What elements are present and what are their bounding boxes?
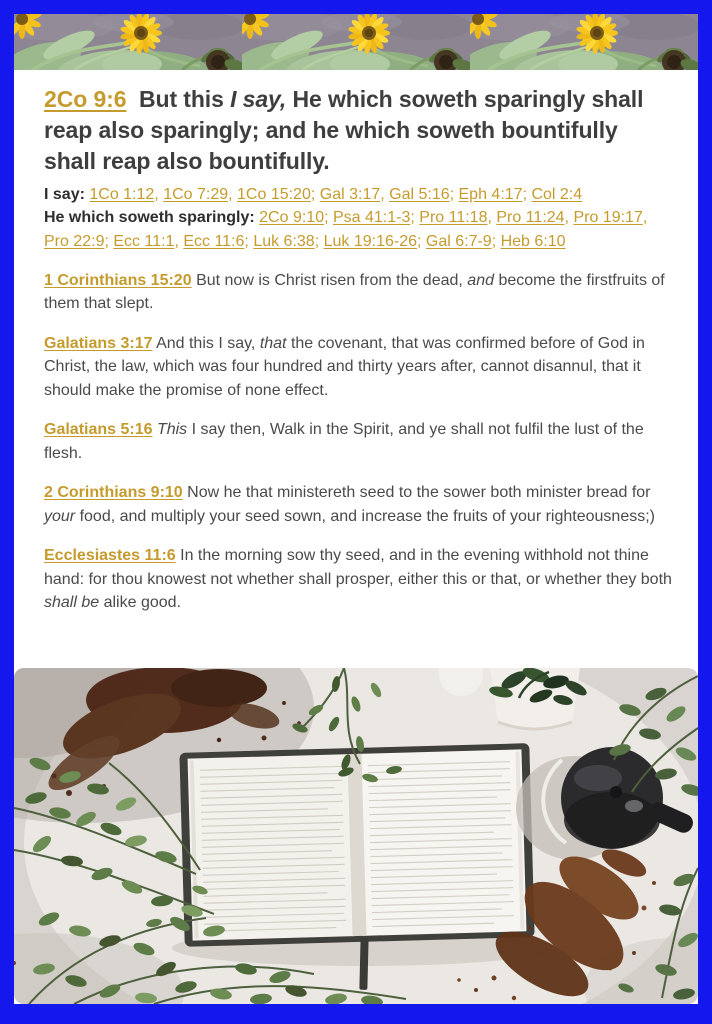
ref-separator: ;	[104, 232, 114, 250]
verse-italic-text: that	[259, 334, 287, 352]
crossref-line	[44, 206, 674, 252]
verse-text: I say then, Walk in the Spirit, and ye shall not fulfil the lust of the flesh.	[44, 421, 644, 462]
crossref-label: I say:	[44, 186, 90, 204]
scripture-ref-link[interactable]: Ecc 11:1	[113, 232, 175, 250]
passage-ref-link[interactable]: 1 Corinthians 15:20	[44, 271, 192, 289]
crossref-line	[44, 183, 674, 206]
title-text-post: He which soweth sparingly shall reap also sparingly; and he which soweth bountifully shall reap also bountifully.	[44, 86, 644, 174]
verse-italic-text: and	[467, 271, 494, 289]
title-verse-ref-link[interactable]: 2Co 9:6	[44, 86, 127, 112]
ref-separator: ;	[410, 209, 420, 227]
scripture-ref-link[interactable]: Col 2:4	[531, 186, 583, 204]
scripture-ref-link[interactable]: Heb 6:10	[500, 232, 566, 250]
crossref-block	[44, 183, 674, 252]
passage	[44, 332, 674, 403]
scripture-text-block	[14, 70, 698, 615]
scripture-ref-link[interactable]: Pro 11:18	[419, 209, 488, 227]
scripture-ref-link[interactable]: Gal 3:17	[319, 186, 381, 204]
open-bible-photo	[14, 668, 698, 1004]
ref-separator: ;	[449, 186, 459, 204]
scripture-ref-link[interactable]: Pro 19:17	[573, 209, 643, 227]
sunflower-banner-image	[14, 14, 698, 70]
ref-separator: ,	[154, 186, 164, 204]
ref-separator: ;	[324, 209, 333, 227]
verse-text: alike good.	[99, 594, 181, 612]
scripture-ref-link[interactable]: Eph 4:17	[458, 186, 523, 204]
ref-separator: ;	[417, 232, 426, 250]
ref-separator: ;	[314, 232, 324, 250]
scripture-ref-link[interactable]: 1Co 1:12	[89, 186, 155, 204]
passage	[44, 544, 674, 615]
scripture-ref-link[interactable]: Pro 22:9	[44, 232, 105, 250]
crossref-label: He which soweth sparingly:	[44, 209, 260, 227]
verse-text: food, and multiply your seed sown, and increase the fruits of your righteousness;)	[75, 507, 655, 525]
verse-text: But now is Christ risen from the dead,	[196, 271, 468, 289]
scripture-ref-link[interactable]: 1Co 15:20	[237, 186, 311, 204]
title-text-pre: But this	[138, 86, 231, 112]
verse-text: become the firstfruits of them that slept.	[44, 271, 665, 313]
ref-separator: ;	[310, 186, 320, 204]
ref-separator: ;	[522, 186, 532, 204]
scripture-ref-link[interactable]: 1Co 7:29	[163, 186, 229, 204]
passage	[44, 269, 674, 316]
scripture-ref-link[interactable]: Gal 5:16	[389, 186, 450, 204]
verse-italic-text: shall be	[44, 594, 100, 612]
page-title	[44, 84, 674, 176]
scripture-ref-link[interactable]: Pro 11:24	[496, 209, 565, 227]
ref-separator: ,	[174, 232, 184, 250]
scripture-ref-link[interactable]: Gal 6:7-9	[425, 232, 492, 250]
scripture-ref-link[interactable]: Psa 41:1-3	[332, 209, 411, 227]
verse-text: the covenant, that was confirmed before of God in Christ, the law, which was four hundred and thirty years after, cannot disannul, that it should make the promise of none effect.	[44, 334, 645, 399]
title-text-italic: I say,	[230, 86, 287, 112]
ref-separator: ,	[228, 186, 238, 204]
passage	[44, 481, 674, 528]
passage-ref-link[interactable]: Galatians 3:17	[44, 334, 153, 352]
ref-separator: ,	[642, 209, 648, 227]
scripture-ref-link[interactable]: Luk 19:16-26	[323, 232, 417, 250]
passages	[44, 269, 674, 615]
verse-text: And this I say,	[156, 334, 260, 352]
scripture-ref-link[interactable]: 2Co 9:10	[259, 209, 325, 227]
verse-italic-text: your	[44, 507, 76, 525]
sunflower-banner-svg	[14, 14, 698, 70]
passage-ref-link[interactable]: 2 Corinthians 9:10	[44, 484, 183, 502]
ref-separator: ,	[380, 186, 390, 204]
passage	[44, 418, 674, 465]
page-content	[14, 14, 698, 1004]
scripture-ref-link[interactable]: Luk 6:38	[253, 232, 315, 250]
passage-ref-link[interactable]: Ecclesiastes 11:6	[44, 547, 176, 565]
passage-ref-link[interactable]: Galatians 5:16	[44, 421, 153, 439]
verse-text: Now he that ministereth seed to the sower both minister bread for	[187, 484, 651, 502]
ref-separator: ,	[564, 209, 574, 227]
ref-separator: ;	[244, 232, 254, 250]
ref-separator: ,	[487, 209, 497, 227]
verse-italic-text: This	[156, 421, 188, 439]
scripture-ref-link[interactable]: Ecc 11:6	[183, 232, 245, 250]
open-bible-photo-svg	[14, 668, 698, 1004]
ref-separator: ;	[491, 232, 501, 250]
verse-text: In the morning sow thy seed, and in the evening withhold not thine hand: for thou knowest not whether shall prosper, either this or that, or whether they both	[44, 547, 672, 588]
